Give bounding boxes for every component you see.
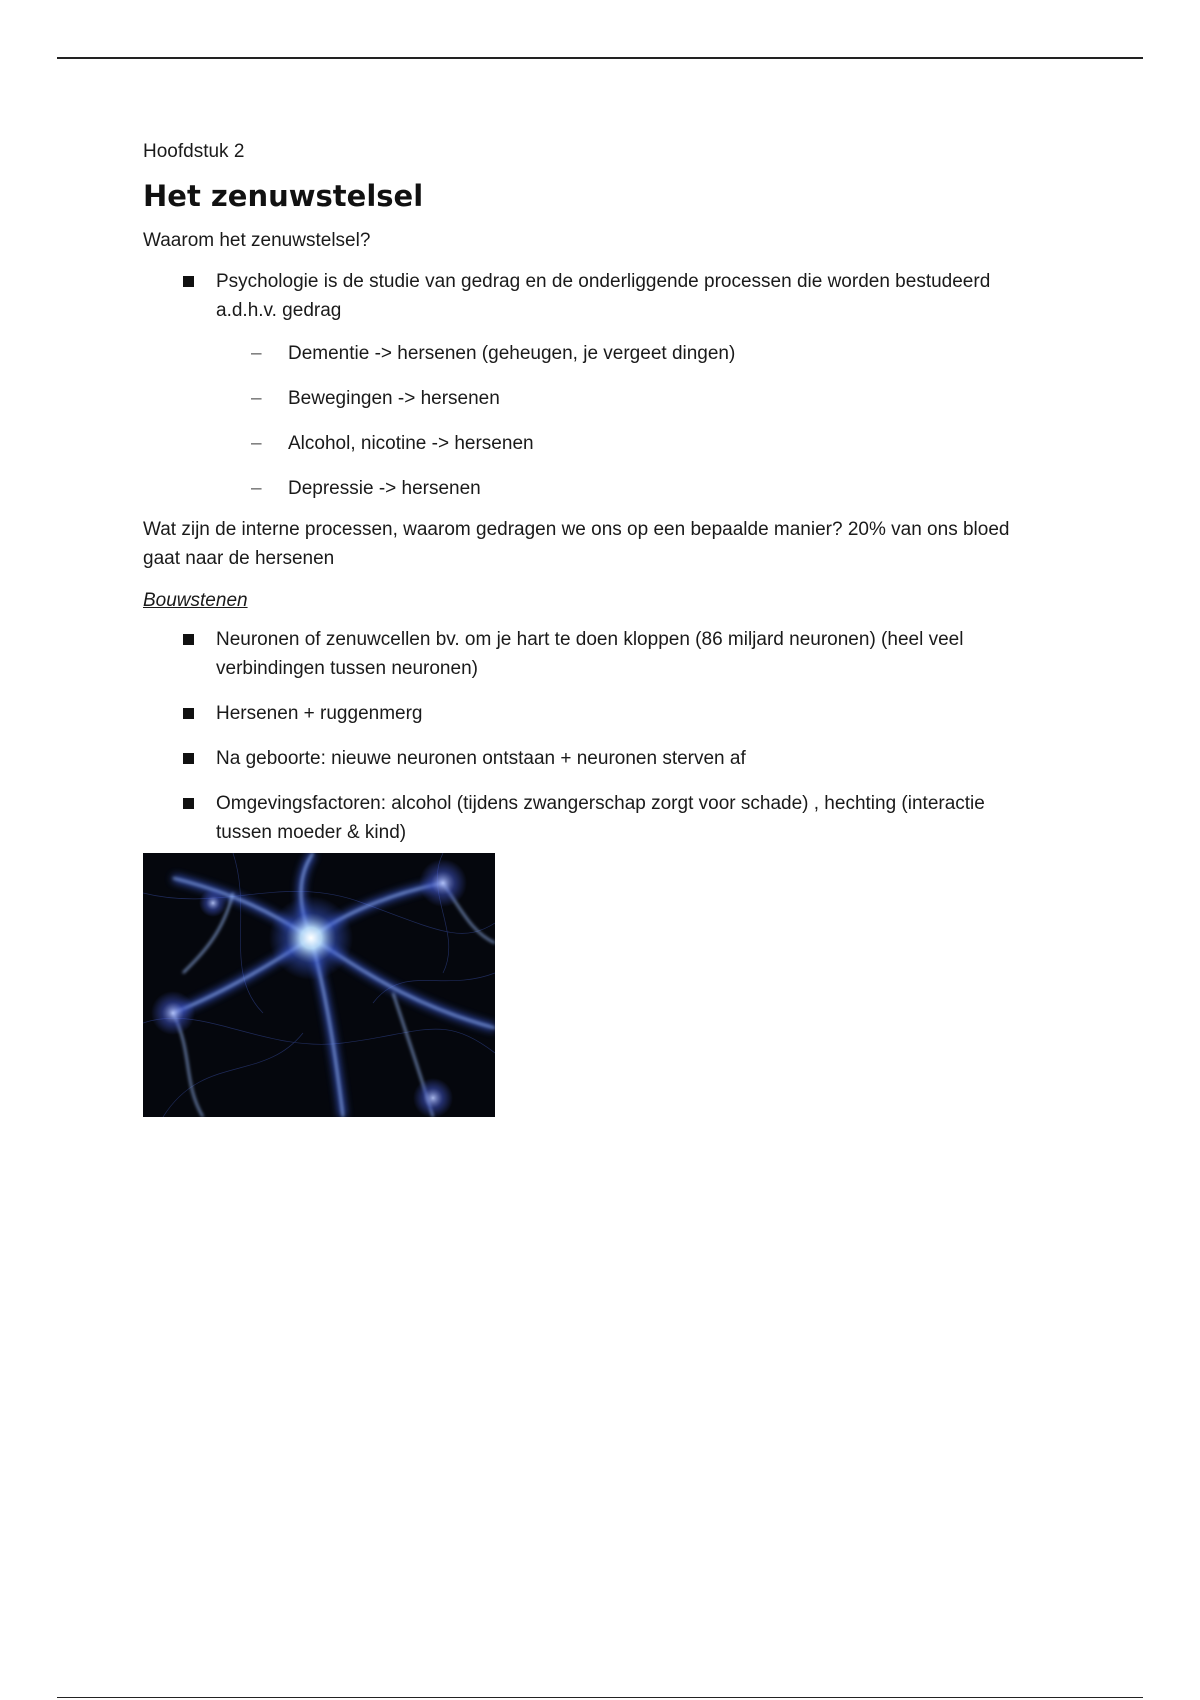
bouwstenen-bullet-list (143, 625, 1043, 847)
list-item (143, 699, 1043, 728)
dash-bullet-icon: – (251, 433, 262, 454)
square-bullet-icon (183, 798, 194, 809)
list-item (143, 789, 1043, 847)
sub-list-item-text: Bewegingen -> hersenen (288, 388, 500, 409)
document-body (143, 140, 1043, 1117)
list-item (143, 625, 1043, 683)
neuron-image (143, 853, 495, 1117)
header-rule (57, 57, 1143, 59)
intro-question: Waarom het zenuwstelsel? (143, 230, 371, 251)
dash-bullet-icon: – (251, 343, 262, 364)
sub-list-item (143, 429, 1043, 458)
list-item-text: Neuronen of zenuwcellen bv. om je hart te doen kloppen (86 miljard neuronen) (heel veel verbindingen tussen neuronen) (216, 629, 964, 679)
dash-bullet-icon: – (251, 478, 262, 499)
dash-bullet-icon: – (251, 388, 262, 409)
chapter-label: Hoofdstuk 2 (143, 141, 245, 162)
body-paragraph: Wat zijn de interne processen, waarom gedragen we ons op een bepaalde manier? 20% van ons bloed gaat naar de hersenen (143, 519, 1010, 569)
list-item (143, 744, 1043, 773)
section-heading: Bouwstenen (143, 590, 248, 611)
sub-list-item-text: Depressie -> hersenen (288, 478, 481, 499)
sub-list-item-text: Dementie -> hersenen (geheugen, je vergeet dingen) (288, 343, 736, 364)
sub-list-item (143, 384, 1043, 413)
list-item-text: Na geboorte: nieuwe neuronen ontstaan + neuronen sterven af (216, 748, 746, 769)
square-bullet-icon (183, 276, 194, 287)
square-bullet-icon (183, 708, 194, 719)
sub-list-item (143, 339, 1043, 368)
list-item (143, 267, 1043, 503)
sub-list-item (143, 474, 1043, 503)
sub-list-item-text: Alcohol, nicotine -> hersenen (288, 433, 534, 454)
list-item-text: Psychologie is de studie van gedrag en de onderliggende processen die worden bestudeerd a.d.h.v. gedrag (216, 271, 991, 321)
list-item-text: Omgevingsfactoren: alcohol (tijdens zwangerschap zorgt voor schade) , hechting (interactie tussen moeder & kind) (216, 793, 985, 843)
list-item-text: Hersenen + ruggenmerg (216, 703, 423, 724)
sub-list (216, 339, 1043, 503)
intro-bullet-list (143, 267, 1043, 503)
square-bullet-icon (183, 753, 194, 764)
footer-rule (57, 1697, 1143, 1698)
page-title: Het zenuwstelsel (143, 179, 424, 213)
square-bullet-icon (183, 634, 194, 645)
